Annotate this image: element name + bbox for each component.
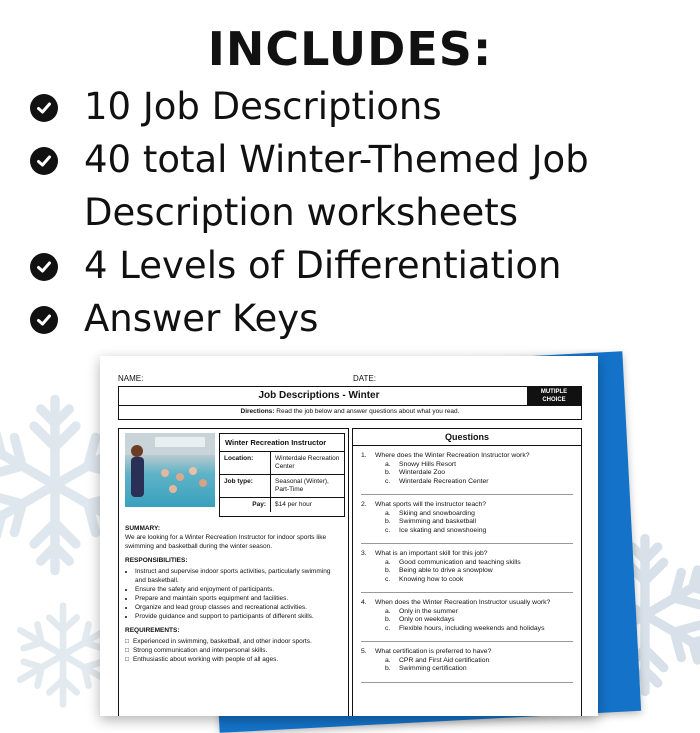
answer-option	[361, 518, 573, 527]
question-item	[361, 648, 573, 683]
option-text: Good communication and teaching skills	[399, 558, 521, 566]
list-item: □ Strong communication and interpersonal skills.	[125, 646, 343, 655]
question-text: What is an important skill for this job?	[375, 550, 488, 557]
date-label: DATE:	[353, 374, 376, 383]
list-item: □ Experienced in swimming, basketball, and other indoor sports.	[125, 637, 343, 646]
worksheet-title: Job Descriptions - Winter	[258, 390, 380, 401]
question-item	[361, 452, 573, 495]
summary-text: We are looking for a Winter Recreation Instructor for indoor sports like swimming and basketball during the winter season.	[125, 534, 327, 550]
option-letter: b.	[385, 567, 391, 574]
table-row	[220, 475, 344, 498]
option-text: Winterdale Zoo	[399, 469, 446, 476]
check-circle-icon	[30, 147, 58, 175]
list-item	[30, 133, 690, 239]
list-item	[30, 239, 690, 292]
option-text: Flexible hours, including weekends and holidays	[399, 624, 545, 632]
includes-list	[30, 80, 690, 345]
answer-option	[361, 469, 573, 478]
question-text: What certification is preferred to have?	[375, 648, 492, 655]
option-text: Swimming and basketball	[399, 518, 477, 525]
table-row	[220, 452, 344, 475]
option-letter: b.	[385, 616, 391, 623]
requirements-heading: REQUIREMENTS:	[125, 627, 180, 634]
worksheet-preview	[100, 356, 598, 716]
question-number: 3.	[361, 550, 367, 557]
option-letter: c.	[385, 575, 391, 583]
question-item	[361, 501, 573, 544]
option-letter: c.	[385, 624, 391, 632]
option-letter: a.	[385, 509, 391, 517]
option-letter: c.	[385, 526, 391, 534]
level-tag	[527, 387, 581, 405]
option-text: Winterdale Recreation Center	[399, 477, 489, 485]
location-label: Location:	[220, 452, 271, 474]
question-text-row	[361, 550, 573, 559]
list-item-text: 10 Job Descriptions	[84, 85, 442, 128]
question-text: Where does the Winter Recreation Instructor work?	[375, 452, 530, 459]
questions-panel	[352, 428, 582, 716]
list-item: □ Enthusiastic about working with people of all ages.	[125, 655, 343, 664]
option-letter: b.	[385, 518, 391, 525]
list-item	[30, 80, 690, 133]
answer-option	[361, 527, 573, 536]
answer-option	[361, 625, 573, 634]
list-item	[30, 292, 690, 345]
directions-label: Directions:	[240, 408, 275, 415]
answer-option	[361, 478, 573, 487]
option-text: Being able to drive a snowplow	[399, 567, 493, 574]
list-item: • Prepare and maintain sports equipment and facilities.	[135, 594, 343, 603]
question-text: When does the Winter Recreation Instructor usually work?	[375, 599, 551, 606]
question-text-row	[361, 648, 573, 657]
list-item: • Organize and lead group classes and recreational activities.	[135, 603, 343, 612]
directions	[118, 405, 582, 420]
list-item-text: Answer Keys	[84, 297, 319, 340]
question-number: 1.	[361, 452, 367, 459]
question-number: 5.	[361, 648, 367, 655]
option-text: Only in the summer	[399, 607, 458, 615]
headline: INCLUDES:	[207, 22, 493, 76]
option-text: Swimming certification	[399, 665, 467, 672]
question-item	[361, 550, 573, 593]
option-letter: c.	[385, 477, 391, 485]
option-text: Only on weekdays	[399, 616, 455, 623]
jobtype-value: Seasonal (Winter), Part-Time	[275, 478, 329, 493]
jobtype-label: Job type:	[220, 475, 271, 497]
responsibilities-list	[125, 567, 343, 621]
answer-option	[361, 461, 573, 470]
question-item	[361, 599, 573, 642]
list-item: • Ensure the safety and enjoyment of participants.	[135, 585, 343, 594]
check-circle-icon	[30, 253, 58, 281]
pay-value: $14 per hour	[275, 501, 312, 508]
option-text: CPR and First Aid certification	[399, 656, 490, 664]
question-text-row	[361, 599, 573, 608]
option-letter: b.	[385, 469, 391, 476]
answer-option	[361, 657, 573, 666]
question-number: 4.	[361, 599, 367, 606]
summary-heading: SUMMARY:	[125, 525, 161, 532]
list-item-text: 4 Levels of Differentiation	[84, 244, 562, 287]
check-circle-icon	[30, 94, 58, 122]
option-text: Ice skating and snowshoeing	[399, 526, 487, 534]
answer-option	[361, 616, 573, 625]
job-details	[125, 519, 343, 664]
option-letter: a.	[385, 558, 391, 566]
answer-option	[361, 510, 573, 519]
answer-option	[361, 559, 573, 568]
pay-label: Pay:	[220, 498, 271, 512]
list-item-text: 40 total Winter-Themed Job Description worksheets	[84, 138, 589, 234]
job-info-card	[219, 433, 345, 517]
location-value: Winterdale Recreation Center	[275, 455, 340, 470]
question-text-row	[361, 501, 573, 510]
option-letter: a.	[385, 656, 391, 664]
responsibilities-heading: RESPONSIBILITIES:	[125, 557, 188, 564]
check-circle-icon	[30, 306, 58, 334]
option-text: Skiing and snowboarding	[399, 509, 475, 517]
worksheet-header	[118, 386, 582, 406]
question-text: What sports will the instructor teach?	[375, 501, 487, 508]
answer-option	[361, 567, 573, 576]
list-item: • Instruct and supervise indoor sports activities, particularly swimming and basketball.	[135, 567, 343, 585]
level-tag-line1: MUTIPLE	[540, 389, 568, 395]
requirements-list	[125, 637, 343, 664]
option-letter: a.	[385, 460, 391, 468]
name-label: NAME:	[118, 374, 144, 383]
option-letter: a.	[385, 607, 391, 615]
directions-text: Read the job below and answer questions about what you read.	[276, 408, 460, 415]
list-item: • Provide guidance and support to participants of different skills.	[135, 612, 343, 621]
answer-option	[361, 608, 573, 617]
table-row	[220, 498, 344, 512]
question-number: 2.	[361, 501, 367, 508]
option-text: Knowing how to cook	[399, 575, 464, 583]
answer-option	[361, 665, 573, 674]
questions-list	[353, 446, 581, 695]
questions-heading: Questions	[353, 429, 581, 446]
option-text: Snowy Hills Resort	[399, 460, 457, 468]
job-description-panel	[118, 428, 349, 716]
question-text-row	[361, 452, 573, 461]
job-title: Winter Recreation Instructor	[220, 434, 344, 452]
option-letter: b.	[385, 665, 391, 672]
pool-photo	[125, 433, 215, 507]
answer-option	[361, 576, 573, 585]
level-tag-line2: CHOICE	[542, 397, 566, 403]
